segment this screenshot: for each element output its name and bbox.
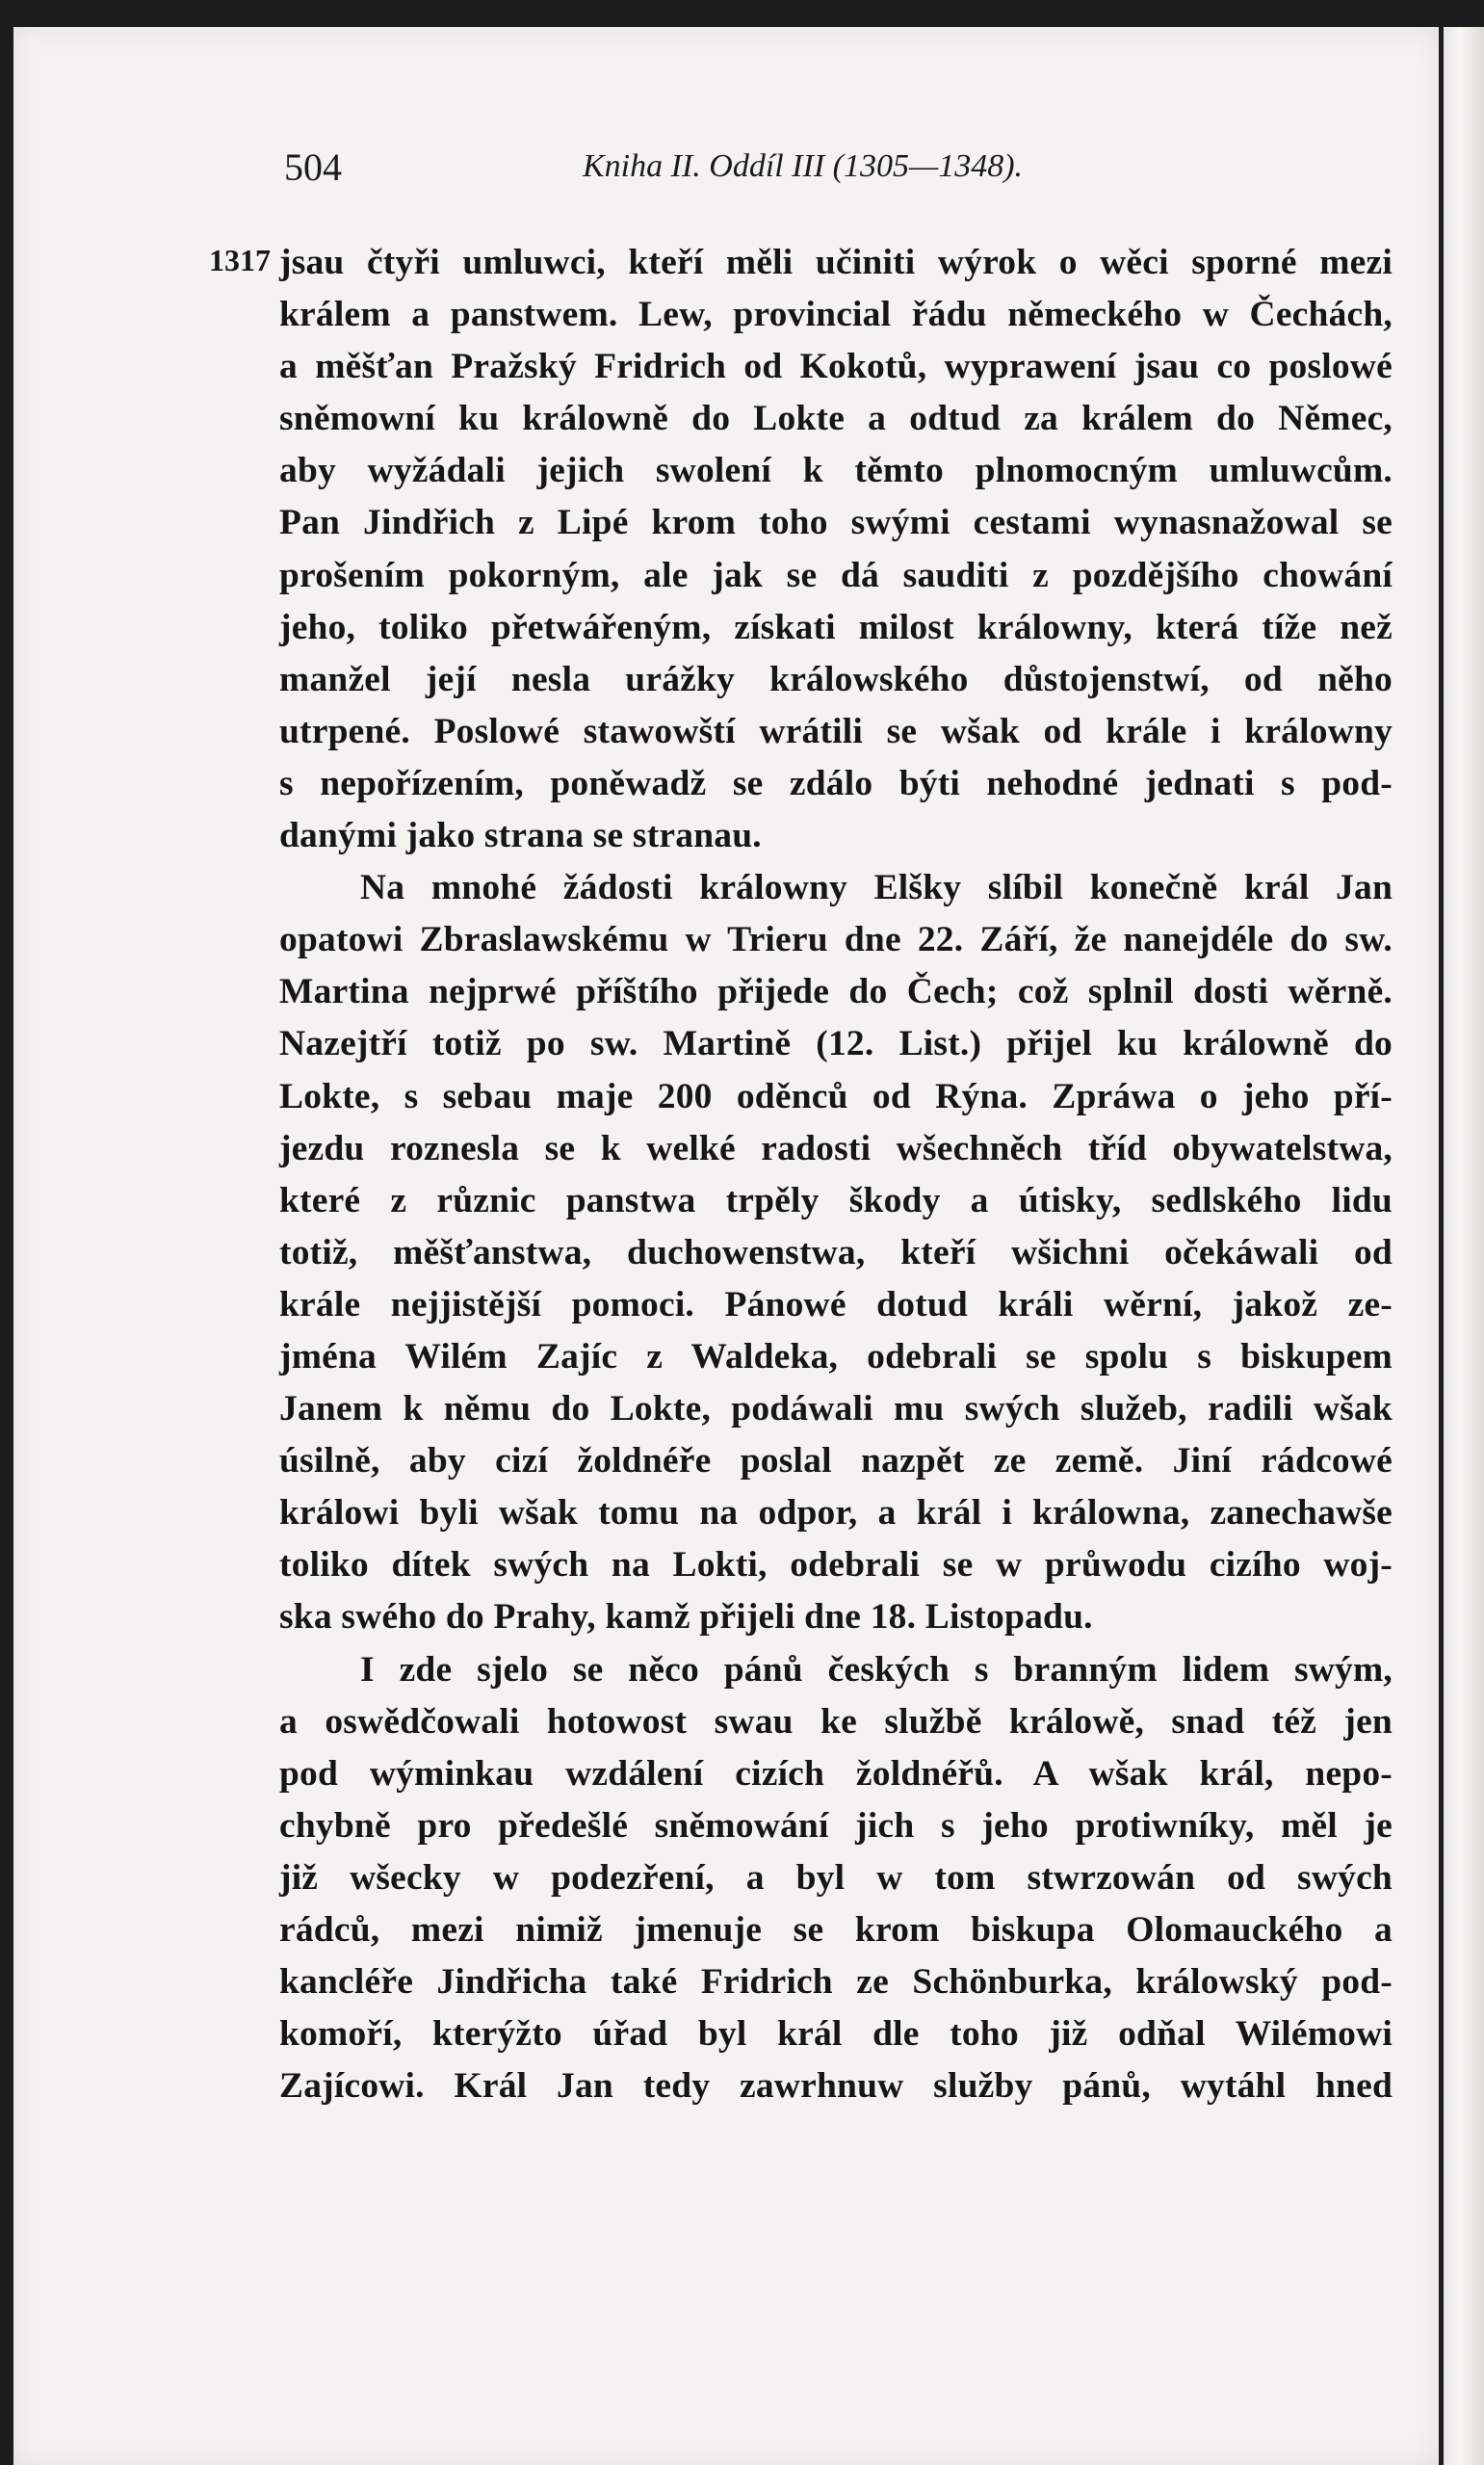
margin-year-note: 1317 xyxy=(209,243,271,277)
text-line: chybně pro předešlé sněmowání jich s jeho protiwníky, měl je xyxy=(279,1805,1393,1846)
text-line: Zajícowi. Král Jan tedy zawrhnuw služby pánů, wytáhl hned xyxy=(279,2066,1393,2107)
text-line: jezdu roznesla se k welké radosti wšechněch tříd obywatelstwa, xyxy=(279,1128,1393,1168)
text-line: utrpené. Poslowé stawowští wrátili se wšak od krále i králowny xyxy=(279,711,1393,751)
text-line: Nazejtří totiž po sw. Martině (12. List.) přijel ku králowně do xyxy=(279,1024,1393,1064)
text-line: krále nejjistější pomoci. Pánowé dotud králi wěrní, jakož ze- xyxy=(279,1284,1393,1324)
text-line: kancléře Jindřicha také Fridrich ze Schönburka, králowský pod- xyxy=(279,1962,1393,2003)
text-line: úsilně, aby cizí žoldnéře poslal nazpět ze země. Jiní rádcowé xyxy=(279,1441,1393,1482)
text-line: jeho, toliko přetwářeným, získati milost králowny, která tíže než xyxy=(279,607,1393,647)
text-line: a měšťan Pražský Fridrich od Kokotů, wyprawení jsau co poslowé xyxy=(279,347,1393,387)
text-line: Pan Jindřich z Lipé krom toho swými cestami wynasnažowal se xyxy=(279,503,1393,543)
page-edge xyxy=(1444,27,1484,2465)
text-line: s nepořízením, poněwadž se zdálo býti nehodné jednati s pod- xyxy=(279,763,1393,803)
text-line: prošením pokorným, ale jak se dá sauditi z pozdějšího chowání xyxy=(279,555,1393,595)
text-line: aby wyžádali jejich swolení k těmto plnomocným umluwcům. xyxy=(279,451,1393,491)
text-line: králowi byli wšak tomu na odpor, a král i králowna, zanechawše xyxy=(279,1493,1393,1534)
text-line: danými jako strana se stranau. xyxy=(279,816,762,856)
text-line: jména Wilém Zajíc z Waldeka, odebrali se spolu s biskupem xyxy=(279,1336,1393,1377)
text-line: totiž, měšťanstwa, duchowenstwa, kteří wšichni očekáwali od xyxy=(279,1232,1393,1272)
text-line: a oswědčowali hotowost swau ke službě králowě, snad též jen xyxy=(279,1701,1393,1742)
text-line: opatowi Zbraslawskému w Trieru dne 22. Září, že nanejdéle do sw. xyxy=(279,920,1393,960)
text-line: ska swého do Prahy, kamž přijeli dne 18. Listopadu. xyxy=(279,1597,1093,1638)
text-line: manžel její nesla urážky králowského důstojenstwí, od něho xyxy=(279,659,1393,699)
text-line: Na mnohé žádosti králowny Elšky slíbil konečně král Jan xyxy=(360,868,1393,908)
text-line: rádců, mezi nimiž jmenuje se krom biskupa Olomauckého a xyxy=(279,1910,1393,1950)
text-line: jsau čtyři umluwci, kteří měli učiniti wýrok o wěci sporné mezi xyxy=(279,243,1393,282)
text-line: králem a panstwem. Lew, provincial řádu německého w Čechách, xyxy=(279,295,1393,335)
running-title: Kniha II. Oddíl III (1305—1348). xyxy=(583,148,1024,184)
text-line: komoří, kterýžto úřad byl král dle toho již odňal Wilémowi xyxy=(279,2014,1393,2055)
text-line: které z různic panstwa trpěly škody a útisky, sedlského lidu xyxy=(279,1180,1393,1220)
text-line: pod wýminkau wzdálení cizích žoldnéřů. A wšak král, nepo- xyxy=(279,1753,1393,1794)
text-line: již wšecky w podezření, a byl w tom stwrzowán od swých xyxy=(279,1857,1393,1898)
text-line: Janem k němu do Lokte, podáwali mu swých služeb, radili wšak xyxy=(279,1389,1393,1429)
text-line: I zde sjelo se něco pánů českých s branným lidem swým, xyxy=(360,1649,1393,1690)
text-line: Lokte, s sebau maje 200 oděnců od Rýna. Zpráwa o jeho pří- xyxy=(279,1076,1393,1116)
body-text xyxy=(279,237,1393,2112)
text-line: toliko dítek swých na Lokti, odebrali se w průwodu cizího woj- xyxy=(279,1545,1393,1586)
page-number: 504 xyxy=(284,145,342,189)
text-line: sněmowní ku králowně do Lokte a odtud za králem do Němec, xyxy=(279,399,1393,439)
text-line: Martina nejprwé příštího přijede do Čech; což splnil dosti wěrně. xyxy=(279,972,1393,1012)
